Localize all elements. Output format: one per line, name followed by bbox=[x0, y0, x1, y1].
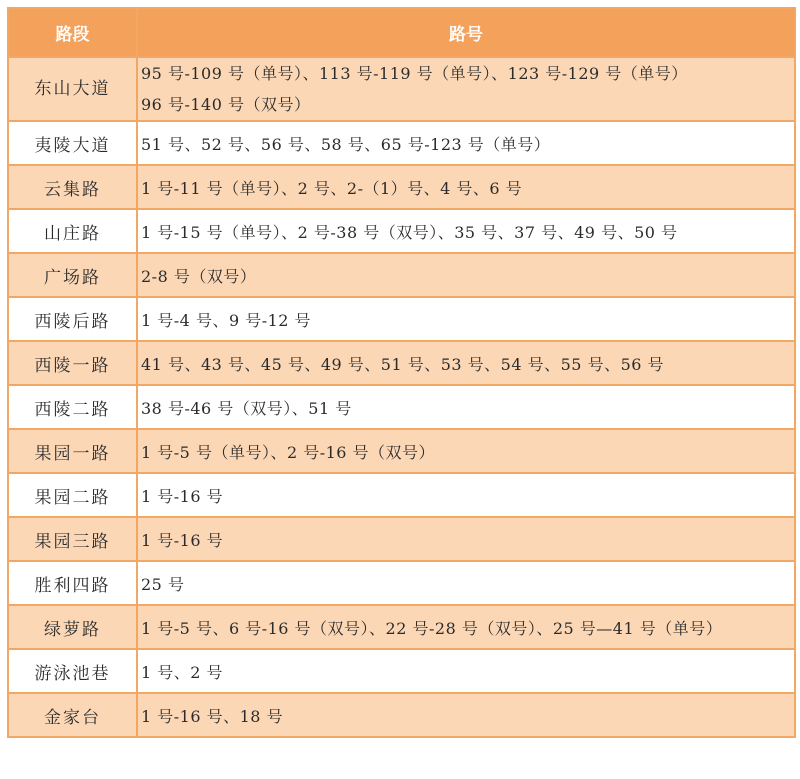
table-row bbox=[8, 605, 795, 649]
road-name-cell: 金家台 bbox=[8, 693, 137, 737]
table-row bbox=[8, 57, 795, 121]
table-row bbox=[8, 209, 795, 253]
road-name-cell: 果园一路 bbox=[8, 429, 137, 473]
road-numbers-cell: 51 号、52 号、56 号、58 号、65 号-123 号（单号） bbox=[137, 121, 795, 165]
table-row bbox=[8, 561, 795, 605]
header-road-segment: 路段 bbox=[8, 8, 137, 57]
road-name-cell: 夷陵大道 bbox=[8, 121, 137, 165]
road-numbers-cell: 2-8 号（双号） bbox=[137, 253, 795, 297]
road-name-cell: 西陵一路 bbox=[8, 341, 137, 385]
road-numbers-cell: 38 号-46 号（双号）、51 号 bbox=[137, 385, 795, 429]
road-name-cell: 山庄路 bbox=[8, 209, 137, 253]
road-name-cell: 广场路 bbox=[8, 253, 137, 297]
header-road-numbers: 路号 bbox=[137, 8, 795, 57]
road-name-cell: 东山大道 bbox=[8, 57, 137, 121]
road-numbers-cell: 1 号-16 号 bbox=[137, 517, 795, 561]
numbers-line: 95 号-109 号（单号）、113 号-119 号（单号）、123 号-129 号（单号） bbox=[141, 64, 688, 83]
road-name-cell: 西陵后路 bbox=[8, 297, 137, 341]
table-row bbox=[8, 385, 795, 429]
road-numbers-cell: 1 号-15 号（单号）、2 号-38 号（双号）、35 号、37 号、49 号、50 号 bbox=[137, 209, 795, 253]
table-row bbox=[8, 693, 795, 737]
road-numbers-cell: 41 号、43 号、45 号、49 号、51 号、53 号、54 号、55 号、56 号 bbox=[137, 341, 795, 385]
road-numbers-cell: 1 号-16 号、18 号 bbox=[137, 693, 795, 737]
road-numbers-cell: 1 号-5 号（单号）、2 号-16 号（双号） bbox=[137, 429, 795, 473]
road-name-cell: 西陵二路 bbox=[8, 385, 137, 429]
table-row bbox=[8, 121, 795, 165]
road-numbers-cell: 1 号-11 号（单号）、2 号、2-（1）号、4 号、6 号 bbox=[137, 165, 795, 209]
numbers-line: 96 号-140 号（双号） bbox=[141, 95, 311, 114]
table-row bbox=[8, 473, 795, 517]
road-name-cell: 果园三路 bbox=[8, 517, 137, 561]
table-row bbox=[8, 165, 795, 209]
table-row bbox=[8, 517, 795, 561]
road-name-cell: 绿萝路 bbox=[8, 605, 137, 649]
table-row bbox=[8, 649, 795, 693]
road-name-cell: 游泳池巷 bbox=[8, 649, 137, 693]
road-name-cell: 果园二路 bbox=[8, 473, 137, 517]
table-row bbox=[8, 297, 795, 341]
table-header-row bbox=[8, 8, 795, 57]
road-numbers-cell: 1 号-5 号、6 号-16 号（双号）、22 号-28 号（双号）、25 号—41 号（单号） bbox=[137, 605, 795, 649]
table-row bbox=[8, 253, 795, 297]
table-row bbox=[8, 341, 795, 385]
road-name-cell: 云集路 bbox=[8, 165, 137, 209]
table-row bbox=[8, 429, 795, 473]
road-numbers-cell: 1 号、2 号 bbox=[137, 649, 795, 693]
road-numbers-cell: 25 号 bbox=[137, 561, 795, 605]
road-name-cell: 胜利四路 bbox=[8, 561, 137, 605]
road-numbers-cell: 1 号-4 号、9 号-12 号 bbox=[137, 297, 795, 341]
road-numbers-cell: 1 号-16 号 bbox=[137, 473, 795, 517]
road-number-table bbox=[7, 7, 796, 738]
road-numbers-cell bbox=[137, 57, 795, 121]
